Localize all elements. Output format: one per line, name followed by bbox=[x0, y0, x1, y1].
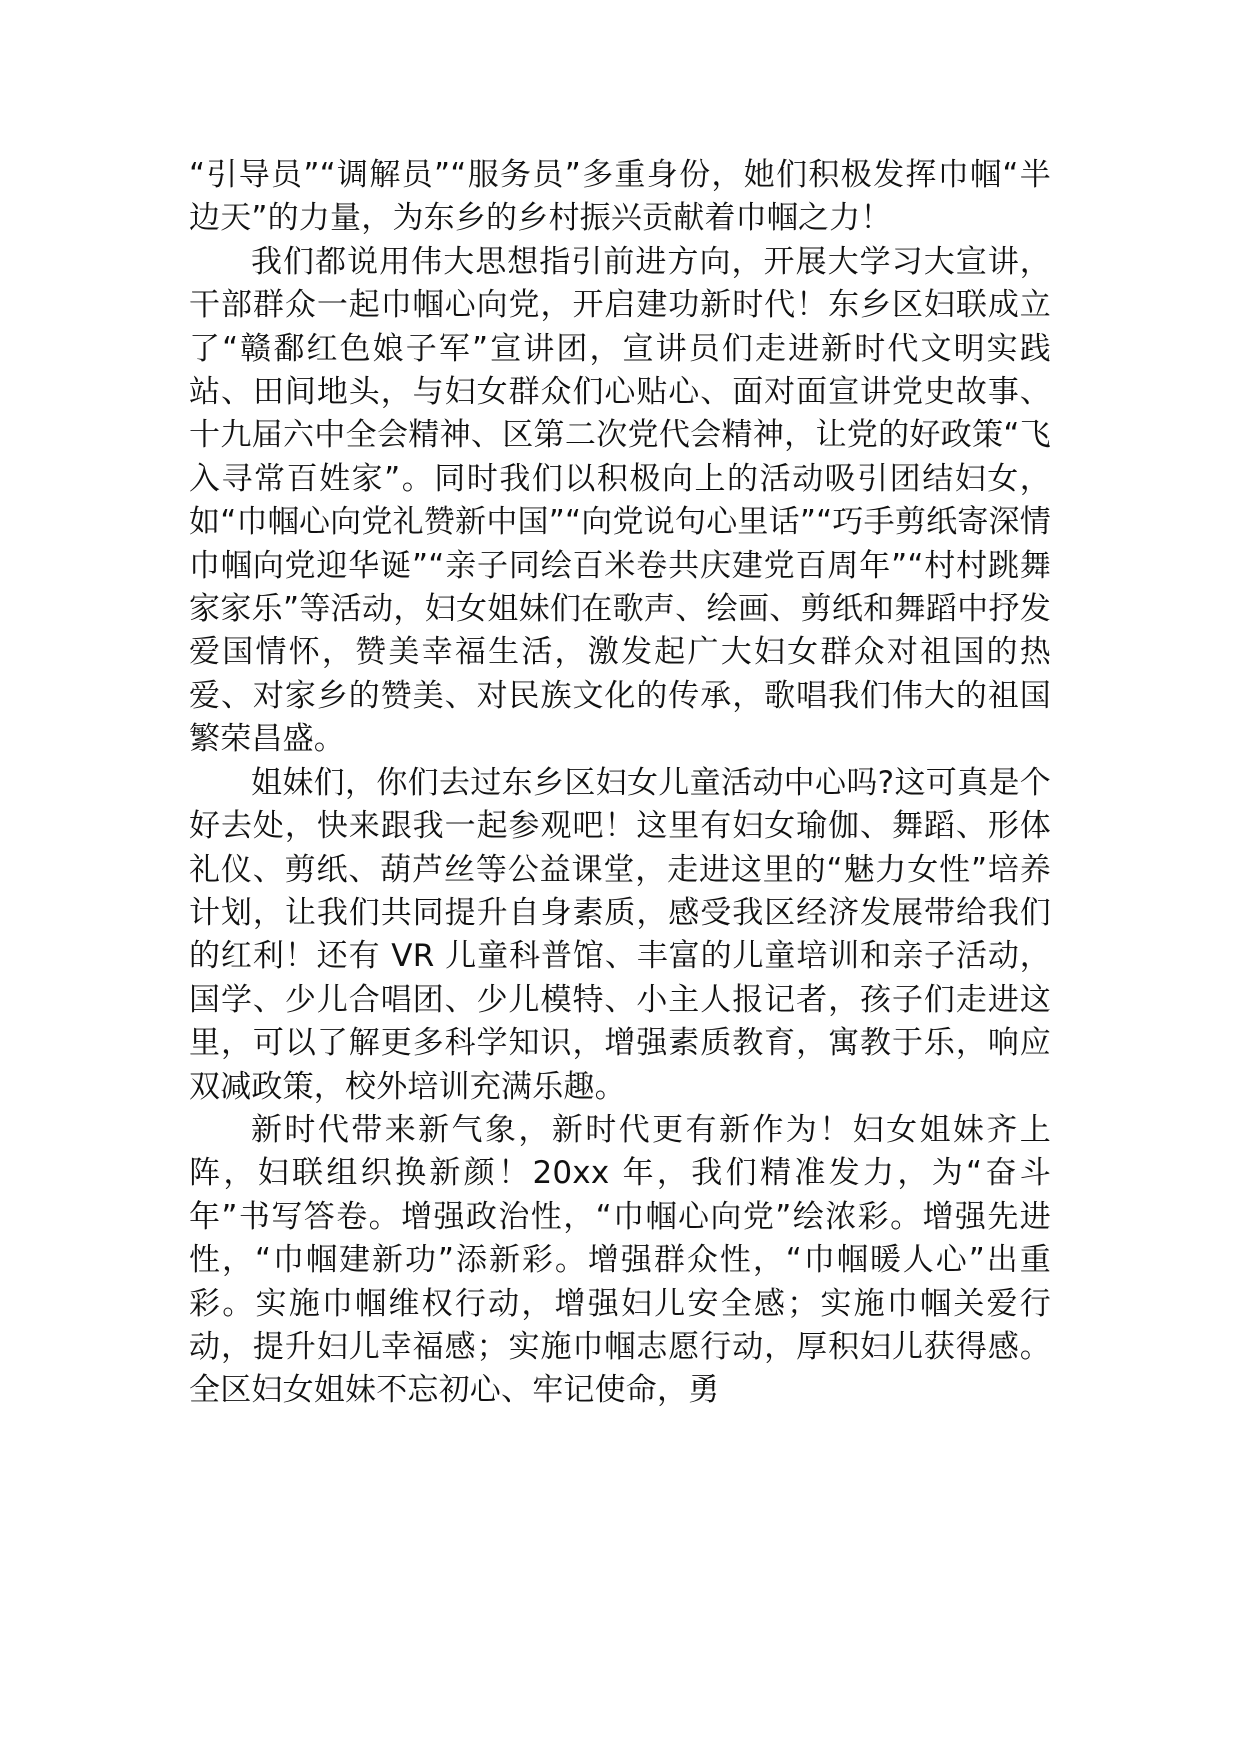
paragraph-new-era: 新时代带来新气象，新时代更有新作为！妇女姐妹齐上阵，妇联组织换新颜！20xx 年，我们精准发力，为“奋斗年”书写答卷。增强政治性，“巾帼心向党”绘浓彩。增强先进性，“巾帼建新功”添新彩。增强群众性，“巾帼暖人心”出重彩。实施巾帼维权行动，增强妇儿安全感；实施巾帼关爱行动，提升妇儿幸福感；实施巾帼志愿行动，厚积妇儿获得感。全区妇女姐妹不忘初心、牢记使命，勇 bbox=[189, 1111, 1051, 1409]
paragraph-propaganda: 我们都说用伟大思想指引前进方向，开展大学习大宣讲，干部群众一起巾帼心向党，开启建功新时代！东乡区妇联成立了“赣鄱红色娘子军”宣讲团，宣讲员们走进新时代文明实践站、田间地头，与妇女群众们心贴心、面对面宣讲党史故事、十九届六中全会精神、区第二次党代会精神，让党的好政策“飞入寻常百姓家”。同时我们以积极向上的活动吸引团结妇女，如“巾帼心向党礼赞新中国”“向党说句心里话”“巧手剪纸寄深情巾帼向党迎华诞”“亲子同绘百米卷共庆建党百周年”“村村跳舞家家乐”等活动，妇女姐妹们在歌声、绘画、剪纸和舞蹈中抒发爱国情怀，赞美幸福生活，激发起广大妇女群众对祖国的热爱、对家乡的赞美、对民族文化的传承，歌唱我们伟大的祖国繁荣昌盛。 bbox=[189, 243, 1051, 758]
paragraph-continuation: “引导员”“调解员”“服务员”多重身份，她们积极发挥巾帼“半边天”的力量，为东乡的乡村振兴贡献着巾帼之力！ bbox=[189, 157, 1051, 237]
paragraph-activity-center: 姐妹们，你们去过东乡区妇女儿童活动中心吗?这可真是个好去处，快来跟我一起参观吧！这里有妇女瑜伽、舞蹈、形体礼仪、剪纸、葫芦丝等公益课堂，走进这里的“魅力女性”培养计划，让我们共同提升自身素质，感受我区经济发展带给我们的红利！还有 VR 儿童科普馆、丰富的儿童培训和亲子活动，国学、少儿合唱团、少儿模特、小主人报记者，孩子们走进这里，可以了解更多科学知识，增强素质教育，寓教于乐，响应双减政策，校外培训充满乐趣。 bbox=[189, 764, 1051, 1105]
document-body bbox=[189, 154, 1051, 1413]
